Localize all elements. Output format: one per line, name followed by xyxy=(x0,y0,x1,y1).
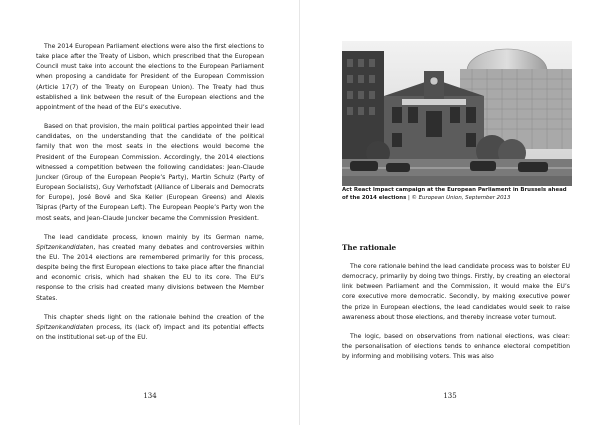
paragraph xyxy=(36,313,264,343)
photo-european-parliament xyxy=(342,41,572,186)
paragraph xyxy=(36,233,264,304)
left-text-column xyxy=(36,42,264,352)
page-number-right: 135 xyxy=(443,392,457,400)
text-run: process, its (lack of) impact and its potential effects on the institutional set-up of the EU. xyxy=(36,323,264,342)
paragraph: Based on that provision, the main political parties appointed their lead candidates, on the understanding that the candidate of the political family that won the most seats in the elections would become the President of the European Commission. Accordingly, the 2014 elections witnessed a competition between the following candidates: Jean-Claude Juncker (Group of the European People’s Party), Martin Schulz (Party of European Socialists), Guy Verhofstadt (Alliance of Liberals and Democrats for Europe), José Bové and Ska Keller (European Greens) and Alexis Tsipras (Party of the European Left). The European People’s Party won the most seats, and Jean-Claude Juncker became the Commission President. xyxy=(36,123,264,222)
page-number-left: 134 xyxy=(143,392,157,400)
photo-caption xyxy=(342,187,572,203)
right-text-column xyxy=(342,262,570,371)
text-run: The lead candidate process, known mainly by its German name, xyxy=(44,233,264,241)
caption-credit: European Union, September 2013 xyxy=(418,194,511,201)
paragraph: The core rationale behind the lead candidate process was to bolster EU democracy, primarily by doing two things. Firstly, by creating an electoral link between Parliament and the Commission, it would make the EU’s core executive more democratic. Secondly, by making executive power the prize in European elections, the lead candidates would seek to raise awareness about those elections, and thereby increase voter turnout. xyxy=(342,263,570,321)
caption-title: Act React Impact campaign at the European Parliament in Brussels ahead of the 2014 elections xyxy=(342,187,567,201)
page-right xyxy=(300,0,600,425)
photo-illustration xyxy=(342,41,572,186)
text-run: This chapter sheds light on the rationale behind the creation of the xyxy=(44,313,264,321)
section-title: The rationale xyxy=(342,243,397,252)
paragraph: The logic, based on observations from national elections, was clear: the personalisation of elections tends to enhance electoral competition by informing and mobilising voters. This was also xyxy=(342,332,570,361)
italic-term: Spitzenkandidaten xyxy=(36,243,94,251)
paragraph: The 2014 European Parliament elections were also the first elections to take place after the Treaty of Lisbon, which prescribed that the European Council must take into account the elections to the European Parliament when proposing a candidate for President of the European Commission (Article 17(7) of the Treaty on European Union). The Treaty had thus established a link between the result of the European elections and the appointment of the head of the EU’s executive. xyxy=(36,43,264,111)
caption-separator: | © xyxy=(406,194,419,201)
text-run: , has created many debates and controversies within the EU. The 2014 elections are remembered primarily for this process, despite being the first European elections to take place after the financial and economic crisis, which had shaken the EU to its core. The EU’s response to the crisis had created many divisions between the Member States. xyxy=(36,243,264,302)
italic-term: Spitzenkandidaten xyxy=(36,323,94,331)
